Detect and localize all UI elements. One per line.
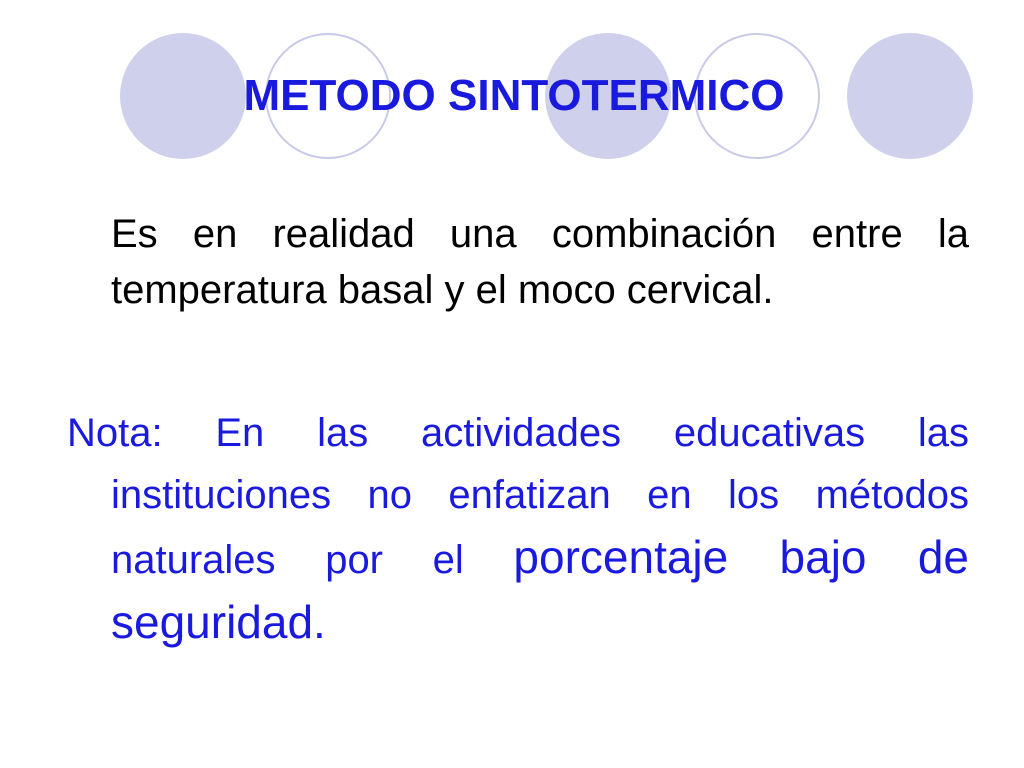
body-paragraph: Es en realidad una combinación entre la temperatura basal y el moco cervical. (111, 212, 969, 312)
note-text: Nota: En las actividades educativas las instituciones no enfatizan en los métodos naturales por el (67, 411, 969, 582)
slide-title: METODO SINTOTERMICO (243, 71, 785, 120)
note-text-emphasis: porcentaje bajo de seguridad. (111, 531, 969, 648)
note-paragraph (67, 402, 969, 656)
